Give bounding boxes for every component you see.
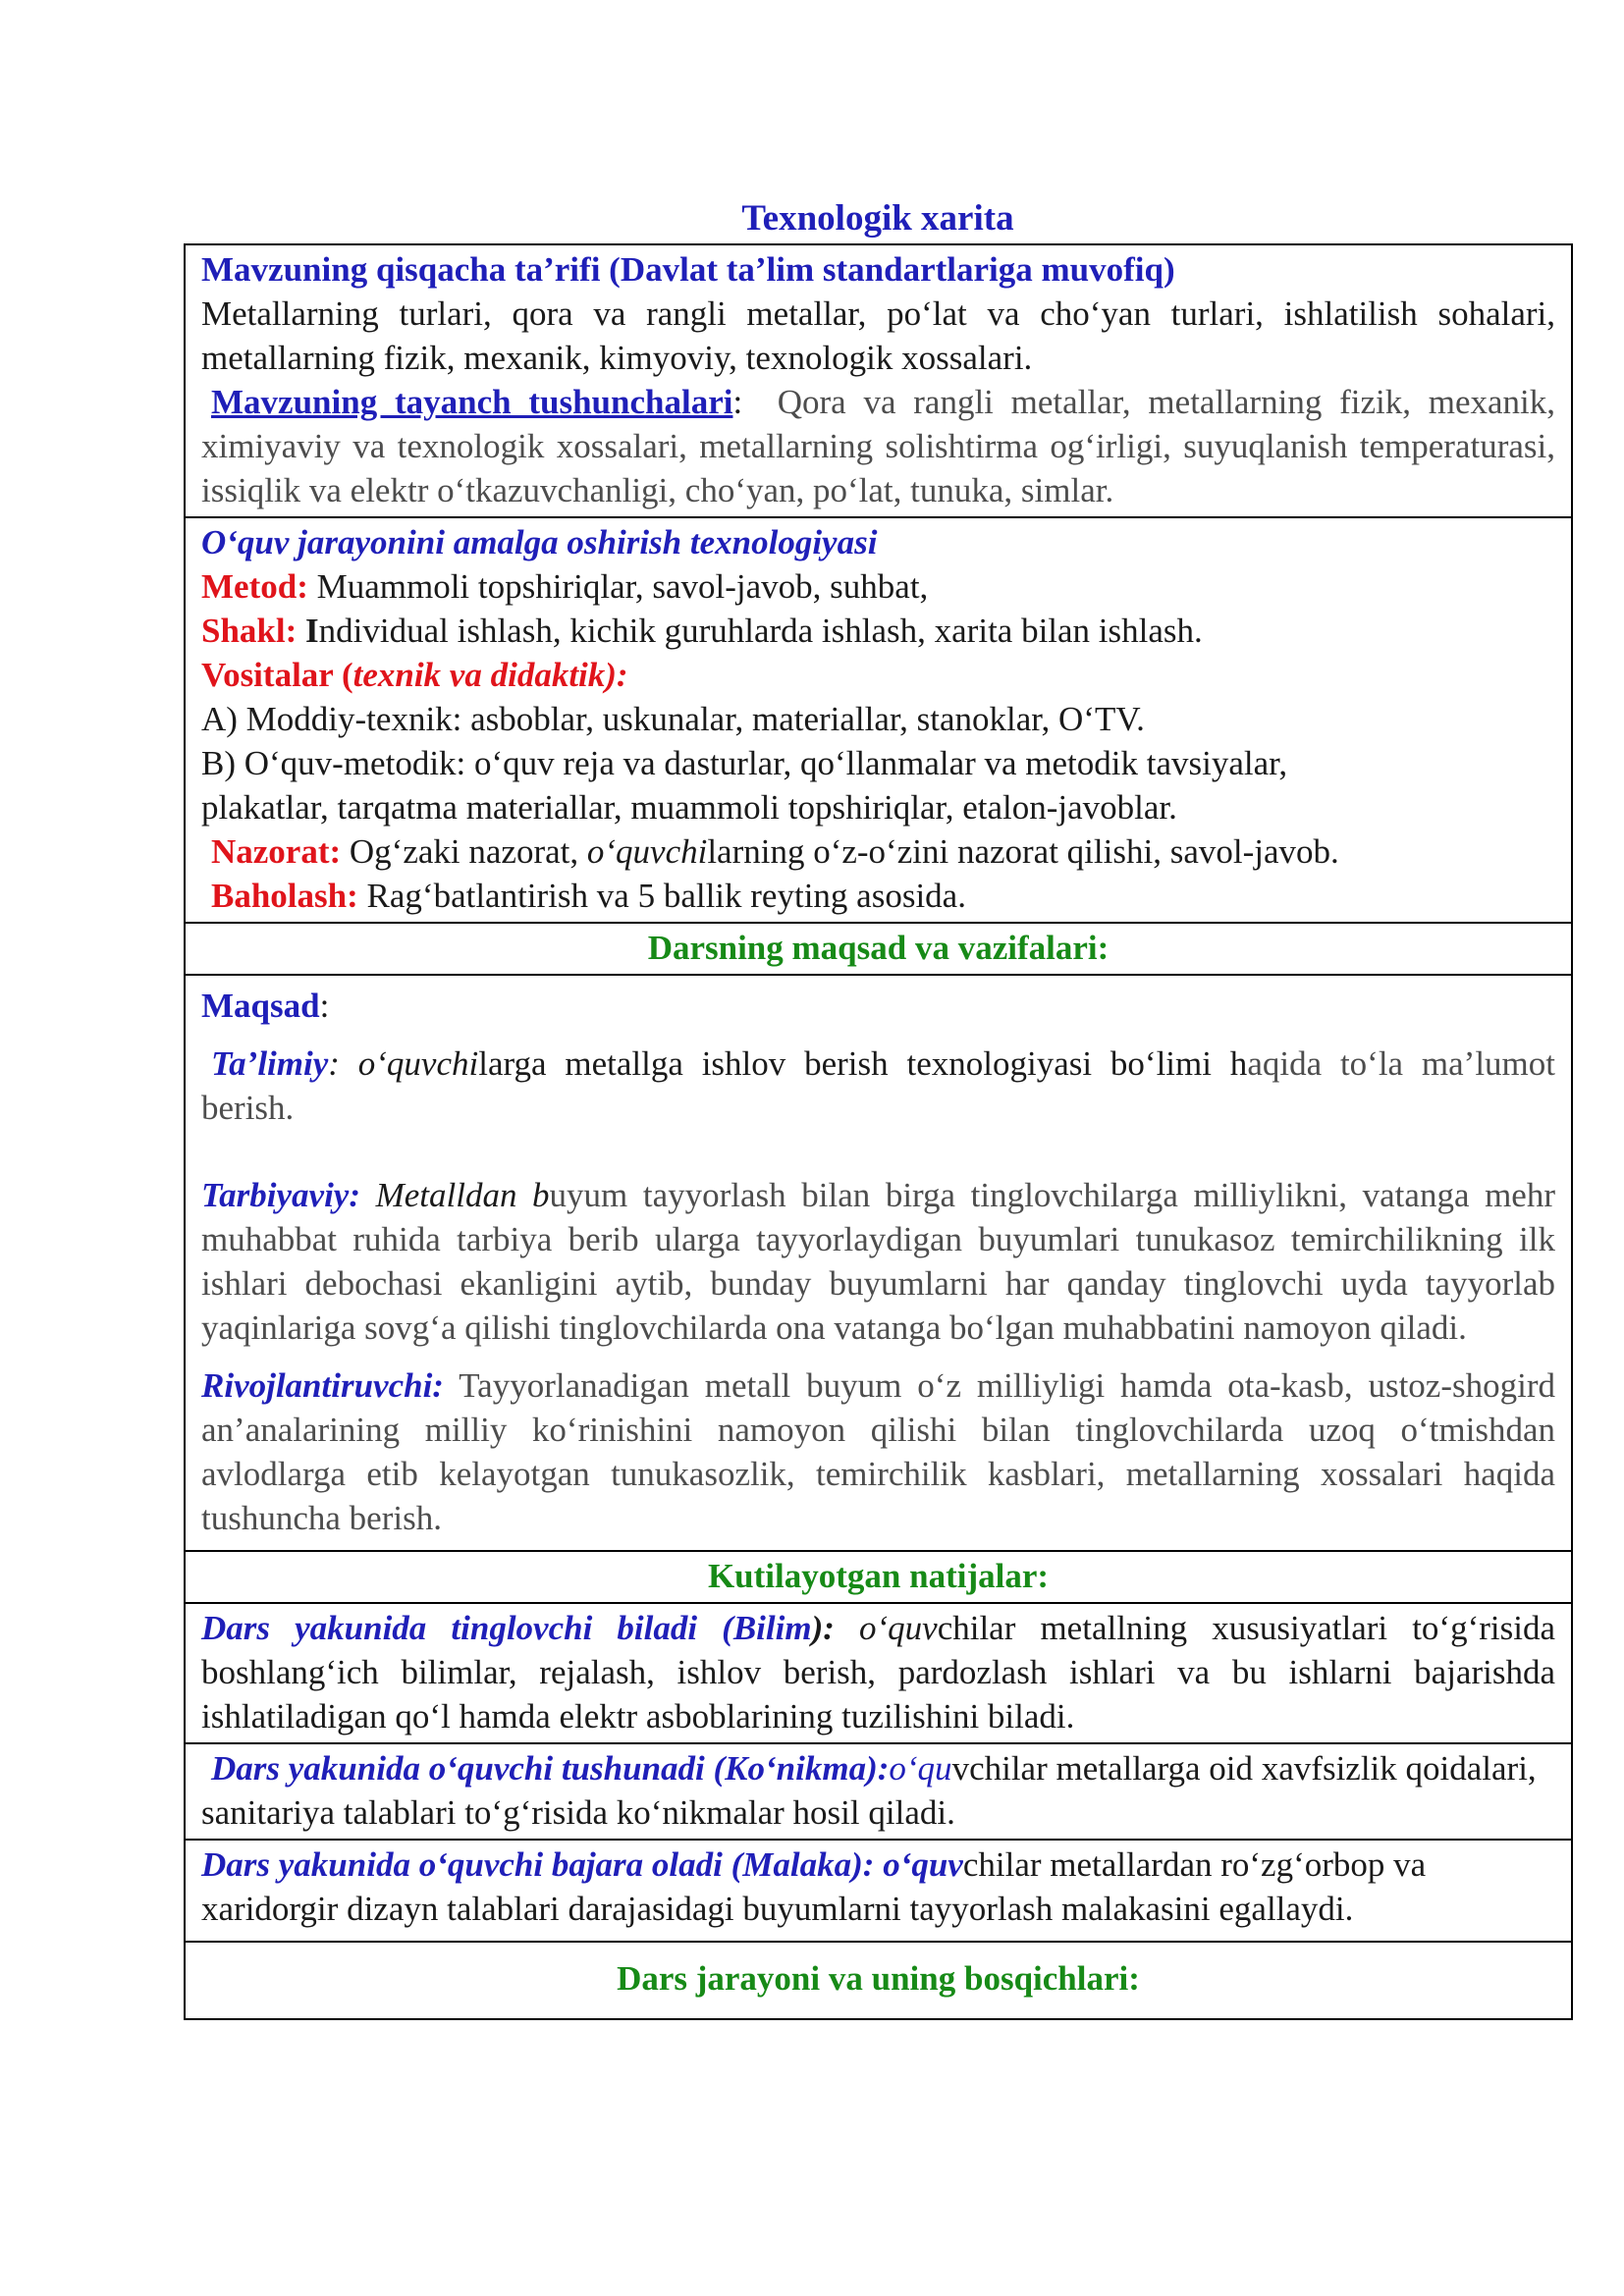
skill-italic: o‘qu — [889, 1749, 952, 1788]
key-concepts-label: Mavzuning tayanch tushunchalari — [211, 383, 733, 421]
educational-text: larga metallga ishlov berish texnologiyasi bo‘limi h — [478, 1044, 1248, 1083]
form-text: ndividual ishlash, kichik guruhlarda ishlash, xarita bilan ishlash. — [318, 612, 1203, 650]
grading-row — [201, 874, 1555, 918]
method-text: Muammoli topshiriqlar, savol-javob, suhbat, — [316, 567, 929, 606]
skill-text: vchilar metallarga oid xavfsizlik qoidalari, sanitariya talablari to‘g‘risida ko‘nikmalar hosil qiladi. — [201, 1749, 1537, 1832]
aim-row — [201, 984, 1555, 1028]
key-concepts-text: Qora va rangli metallar, metallarning fizik, mexanik, ximiyaviy va texnologik xossalari, metallarning solishtirma og‘irligi, suyuqlanish temperaturasi, issiqlik va elektr o‘tkazuvchanligi, cho‘yan, po‘lat, tunuka, simlar. — [201, 383, 1555, 509]
control-italic: o‘quvchi — [586, 832, 708, 871]
tools-methodical-1: B) O‘quv-metodik: o‘quv reja va dasturlar, qo‘llanmalar va metodik tavsiyalar, — [201, 744, 1288, 782]
results-heading: Kutilayotgan natijalar: — [186, 1552, 1571, 1604]
educational-text-grey: aqida to‘la ma’lumot berish. — [201, 1044, 1556, 1127]
skill-result — [186, 1744, 1571, 1841]
control-text-1: Og‘zaki nazorat, — [349, 832, 579, 871]
aim-label: Maqsad — [201, 987, 320, 1025]
upbringing-italic: Metalldan b — [375, 1176, 550, 1214]
development-text: Tayyorlanadigan metall buyum o‘z milliyligi hamda ota-kasb, ustoz-shogird an’analarining milliy ko‘rinishini namoyon qilishi bilan tinglovchilarda uzoq o‘tmishdan avlodlarga etib kelayotgan tunukasozlik, temirchilik kasblari, metallarning xossalari haqida tushuncha berish. — [201, 1366, 1555, 1537]
tools-row — [201, 653, 1555, 697]
knowledge-result — [186, 1604, 1571, 1744]
form-row — [201, 609, 1555, 653]
upbringing-goal — [201, 1173, 1555, 1350]
tools-label: Vositalar ( — [201, 656, 353, 694]
educational-label: Ta’limiy — [211, 1044, 329, 1083]
mastery-result — [186, 1841, 1571, 1943]
upbringing-text: uyum tayyorlash bilan birga tinglovchilarga milliylikni, vatanga mehr muhabbat ruhida tarbiya berib ularga tayyorlaydigan buyumlari tunukasoz temirchilikning ilk ishlari debochasi ekanligini aytib, bunday buyumlarni har qanday tinglovchi uyda tayyorlab yaqinlariga sovg‘a qilishi tinglovchilarda ona vatanga bo‘lgan muhabbatini namoyon qiladi. — [201, 1176, 1555, 1347]
knowledge-italic: o‘quv — [858, 1609, 938, 1647]
document-title: Texnologik xarita — [741, 198, 1014, 239]
knowledge-label: Dars yakunida tinglovchi biladi (Bilim — [201, 1609, 812, 1647]
knowledge-paren: ): — [811, 1609, 835, 1647]
control-text-2: larning o‘z-o‘zini nazorat qilishi, savol-javob. — [707, 832, 1339, 871]
knowledge-text: chilar metallning xususiyatlari to‘g‘risida boshlang‘ich bilimlar, rejalash, ishlov berish, pardozlash ishlari va bu ishlarni bajarishda ishlatiladigan qo‘l hamda elektr asboblarining tuzilishini biladi. — [201, 1609, 1555, 1735]
development-goal — [201, 1363, 1555, 1540]
topic-summary-heading: Mavzuning qisqacha ta’rifi (Davlat ta’lim standartlariga muvofiq) — [201, 250, 1175, 289]
key-concepts — [201, 380, 1555, 512]
form-label: Shakl: — [201, 612, 298, 650]
educational-colon: : — [328, 1044, 340, 1083]
topic-summary-text: Metallarning turlari, qora va rangli metallar, po‘lat va cho‘yan turlari, ishlatilish sohalari, metallarning fizik, mexanik, kimyoviy, texnologik xossalari. — [201, 294, 1555, 377]
tools-label-italic: texnik va didaktik): — [352, 656, 628, 694]
control-row — [201, 829, 1555, 874]
mastery-label: Dars yakunida o‘quvchi bajara oladi (Malaka): o‘quv — [201, 1845, 963, 1884]
goals-heading: Darsning maqsad va vazifalari: — [186, 924, 1571, 976]
aim-colon: : — [319, 987, 330, 1025]
stages-heading: Dars jarayoni va uning bosqichlari: — [617, 1959, 1140, 1998]
educational-italic: o‘quvchi — [357, 1044, 479, 1083]
tools-material: A) Moddiy-texnik: asboblar, uskunalar, materiallar, stanoklar, O‘TV. — [201, 700, 1145, 738]
grading-text: Rag‘batlantirish va 5 ballik reyting asosida. — [366, 877, 966, 915]
educational-goal — [201, 1041, 1555, 1130]
form-first-letter: I — [305, 612, 319, 650]
tools-methodical-2: plakatlar, tarqatma materiallar, muammoli topshiriqlar, etalon-javoblar. — [201, 788, 1177, 827]
teaching-process-heading: O‘quv jarayonini amalga oshirish texnologiyasi — [201, 523, 878, 561]
goals-cell — [186, 976, 1571, 1552]
method-label: Metod: — [201, 567, 308, 606]
skill-label: Dars yakunida o‘quvchi tushunadi (Ko‘nikma): — [211, 1749, 890, 1788]
upbringing-label: Tarbiyaviy: — [201, 1176, 360, 1214]
topic-summary-cell — [186, 245, 1571, 518]
method-row — [201, 564, 1555, 609]
technology-map-table — [184, 243, 1573, 2020]
grading-label: Baholash: — [211, 877, 358, 915]
mastery-text: chilar metallardan ro‘zg‘orbop va xaridorgir dizayn talablari darajasidagi buyumlarni tayyorlash malakasini egallaydi. — [201, 1845, 1427, 1928]
control-label: Nazorat: — [211, 832, 342, 871]
teaching-process-cell — [186, 518, 1571, 924]
development-label: Rivojlantiruvchi: — [201, 1366, 444, 1405]
key-concepts-colon: : — [732, 383, 743, 421]
